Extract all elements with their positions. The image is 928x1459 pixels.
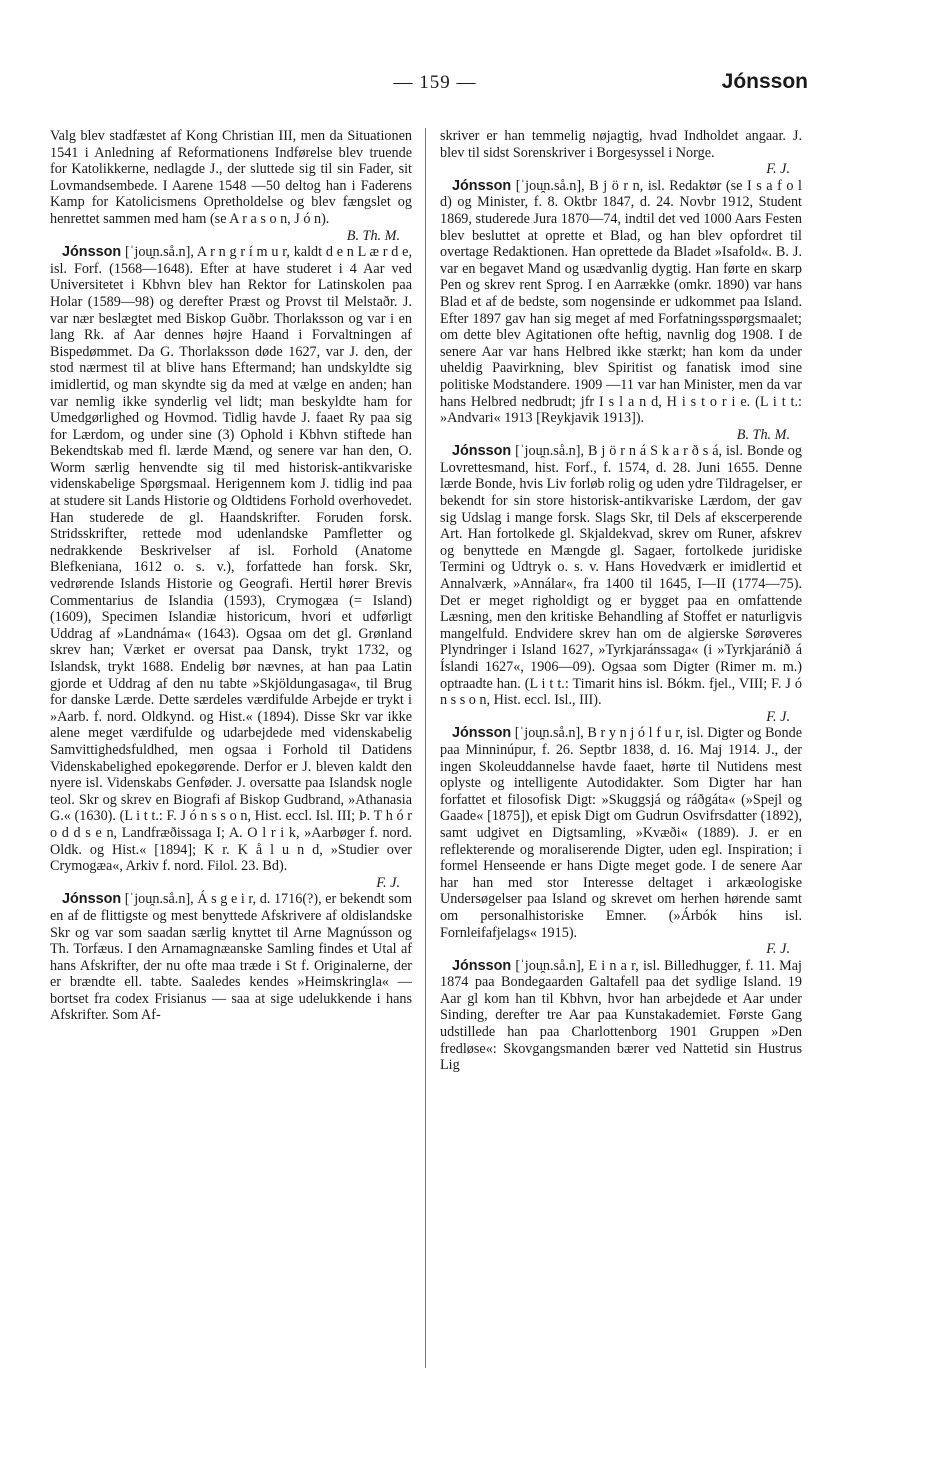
entry-headword: Jónsson (452, 177, 512, 194)
entry-headword: Jónsson (452, 725, 512, 742)
entry-headword: Jónsson (452, 443, 512, 460)
author-signature: B. Th. M. (736, 426, 790, 443)
dictionary-entry (440, 725, 802, 941)
dictionary-entry (440, 958, 802, 1074)
running-head: Jónsson (721, 70, 808, 93)
author-signature: F. J. (376, 874, 400, 891)
entry-body: [ˈjou̯n.så.n], B j ö r n, isl. Redaktør (se I s a f o l d) og Minister, f. 8. Oktbr 1847, d. 24. Novbr 1912, Student 1869, studerede Jura 1870—74, indtil det ved 1000 Aars Festen blev besluttet at oprette et Blad, og han blev opfordret til overtage Redaktionen. Han oprettede da Bladet »Isafold«. B. J. var en begavet Mand og usædvanlig dygtig. Han førte en skarp Pen og skrev rent Sprog. I en Aarrække (omkr. 1890) var hans Blad et af de bedste, som nogensinde er udkommet paa Island. Efter 1897 gav han sig meget af med Forfatningsspørgsmaalet; om dette blev Agitationen ofte heftig, navnlig dog 1908. I de senere Aar var hans Helbred ikke stærkt; han kom da under uheldig Paavirkning, blev Spiritist og fanatisk imod sine politiske Modstandere. 1909 —11 var han Minister, men da var hans Helbred nedbrudt; jfr I s l a n d, H i s t o r i e. (L i t t.: »Andvari« 1913 [Reykjavik 1913]). (440, 177, 802, 427)
author-signature: F. J. (766, 941, 790, 958)
paragraph-text: skriver er han temmelig nøjagtig, hvad Indholdet angaar. J. blev til sidst Sorenskriver i Borgesyssel i Norge. (440, 128, 802, 161)
author-signature: F. J. (766, 161, 790, 178)
entry-headword: Jónsson (62, 891, 122, 908)
entry-body: [ˈjou̯n.så.n], A r n g r í m u r, kaldt d e n L æ r d e, isl. Forf. (1568—1648). Efter at have studeret i 4 Aar ved Universitetet i Kbhvn blev han Rektor for Latinskolen paa Holar (1589—98) og derefter Præst og Provst til Melstaðr. J. var nær beslægtet med Biskop Guðbr. Thorlaksson og var i en lang Rk. af Aar dennes højre Haand i Forvaltningen af Bispedømmet. Da G. Thorlaksson døde 1627, var J. den, der stod nærmest til at blive hans Eftermand; han undskyldte sig imidlertid, og man skyndte sig da med at vælge en anden; han var nemlig ikke synderlig vel lidt; man beskyldte ham for Umedgørlighed og Hovmod. Tidlig havde J. faaet Ry paa sig for Lærdom, og under sine (3) Ophold i Kbhvn stiftede han Bekendtskab med fl. lærde Mænd, og senere var han den, O. Worm særlig henvendte sig til med historisk-antikvariske videnskabelige Spørgsmaal. Herigennem kom J. tidlig ind paa at studere sit Lands Historie og Oldtidens Forhold overhovedet. Han studerede de gl. Haandskrifter. Foruden forsk. Stridsskrifter, rettede mod udenlandske Pamfletter og nedrakkende Beskrivelser af isl. Forhold (Anatome Blefkeniana, 1612 o. s. v.), forfattede han forsk. Skr, vedrørende Islands Historie og Geografi. Hertil hører Brevis Commentarius de Islandia (1593), Crymogæa (= Island) (1609), Specimen Islandiæ historicum, hvori et udførligt Uddrag af »Landnáma« (1643). Ogsaa om det gl. Grønland skrev han; Værket er oversat paa Dansk, trykt 1732, og Islandsk, trykt 1688. Endelig bør nævnes, at han paa Latin gjorde et Uddrag af den nu tabte »Skjöldungasaga«, til Brug for danske Lærde. Dette særdeles værdifulde Arbejde er trykt i »Aarb. f. nord. Oldkynd. og Hist.« (1894). Disse Skr var ikke alene meget værdifulde og udarbejdede med videnskabelig Samvittighedsfuldhed, men ogsaa i Forhold til Datidens Videnskabelighed epokegørende. Derfor er J. bleven kaldt den nyere isl. Videnskabs Genføder. J. oversatte paa Islandsk nogle teol. Skr og skrev en Biografi af Biskop Gudbrand, »Athanasia G.« (1630). (L i t t.: F. J ó n s s o n, Hist. eccl. Isl. III; Þ. T h ó r o d d s e n, Landfræðissaga I; A. O l r i k, »Aarbøger f. nord. Oldk. og Hist.« [1894]; K r. K å l u n d, »Studier over Crymogæa«, Arkiv f. nord. Filol. 23. Bd). (50, 244, 412, 875)
dictionary-entry (440, 178, 802, 427)
page-header (0, 72, 928, 102)
right-column (440, 128, 802, 1074)
entry-body: [ˈjou̯n.så.n], B j ö r n á S k a r ð s á, isl. Bonde og Lovrettesmand, hist. Forf., f. 1574, d. 28. Juni 1655. Denne lærde Bonde, hvis Liv forløb rolig og uden ydre Tildragelser, er bekendt for sin store historisk-antikvariske Lærdom, der gav sig Udslag i mange forsk. Slags Skr, til Dels af ekscerperende Art. Han fortolkede gl. Skjaldekvad, skrev om Runer, afskrev og benyttede en Mængde gl. Sagaer, fortolkede juridiske Termini og Udtryk o. s. v. Hans Hovedværk er imidlertid et Annalværk, »Annálar«, fra 1400 til 1645, I—II (1774—75). Det er meget righoldigt og er bygget paa en omfattende Læsning, men den kritiske Behandling af Stoffet er naturligvis mangelfuld. Endvidere skrev han om de algierske Sørøveres Plyndringer i Island 1627, »Tyrkjaránssaga« (i »Tyrkjaránið á Íslandi 1627«, 1906—09). Ogsaa som Digter (Rimer m. m.) optraadte han. (L i t t.: Timarit hins isl. Bókm. fjel., VIII; F. J ó n s s o n, Hist. eccl. Isl., III). (440, 443, 802, 709)
column-divider (425, 128, 426, 1368)
author-signature: F. J. (766, 708, 790, 725)
entry-headword: Jónsson (62, 244, 122, 261)
entry-headword: Jónsson (452, 957, 512, 974)
entry-body: [ˈjou̯n.så.n], Á s g e i r, d. 1716(?), er bekendt som en af de flittigste og mest benyttede Afskrivere af oldislandske Skr og var som saadan særlig knyttet til Arne Magnússon og Th. Torfæus. I den Arnamagnæanske Samling findes et Utal af hans Afskrifter, der nu ofte maa træde i St f. Originalerne, der er brændte ell. tabte. Saaledes kendes »Heimskringla« — bortset fra codex Frisianus — saa at sige udelukkende i hans Afskrifter. Som Af- (50, 891, 412, 1024)
entry-body: [ˈjou̯n.så.n], E i n a r, isl. Billedhugger, f. 11. Maj 1874 paa Bondegaarden Galtafell paa det sydlige Island. 19 Aar gl kom han til Kbhvn, hvor han arbejdede et Aar under Sinding, derefter tre Aar paa Kunstakademiet. Første Gang udstillede han paa Charlottenborg 1901 Gruppen »Den fredløse«: Skovgangsmanden bærer ved Nattetid sin Hustrus Lig (440, 957, 802, 1074)
dictionary-entry (50, 891, 412, 1024)
left-column (50, 128, 412, 1024)
dictionary-entry (440, 443, 802, 709)
dictionary-entry (50, 244, 412, 875)
author-signature: B. Th. M. (346, 227, 400, 244)
paragraph-text: Valg blev stadfæstet af Kong Christian III, men da Situationen 1541 i Anledning af Reformationens Indførelse blev truende for Katolikkerne, nedlagde J., der sluttede sig til sin Fader, sit Lovmandsembede. I Aarene 1548 —50 deltog han i Faderens Kamp for Katolicismens Opretholdelse og blev fængslet og henrettet sammen med ham (se A r a s o n, J ó n). (50, 128, 412, 227)
page-number: — 159 — (393, 72, 477, 93)
entry-body: [ˈjou̯n.så.n], B r y n j ó l f u r, isl. Digter og Bonde paa Minninúpur, f. 26. Septbr 1838, d. 16. Maj 1914. J., der ingen Skoleuddannelse havde faaet, hørte til Nutidens mest oplyste og intelligente Autodidakter. Som Digter har han forfattet et filosofisk Digt: »Skuggsjá og ráðgáta« (»Spejl og Gaade« [1875]), et episk Digt om Gudrun Osvifrsdatter (1892), samt udgivet en Digtsamling, »Kvæði« (1889). J. er en reflekterende og moraliserende Digter, uden egl. Inspiration; i formel Henseende er hans Digte meget gode. I de senere Aar har han med stor Interesse deltaget i arkæologiske Undersøgelser paa Island og skrevet om herhen hørende samt om personalhistoriske Emner. (»Árbók hins isl. Fornleifafjelags« 1915). (440, 725, 802, 941)
